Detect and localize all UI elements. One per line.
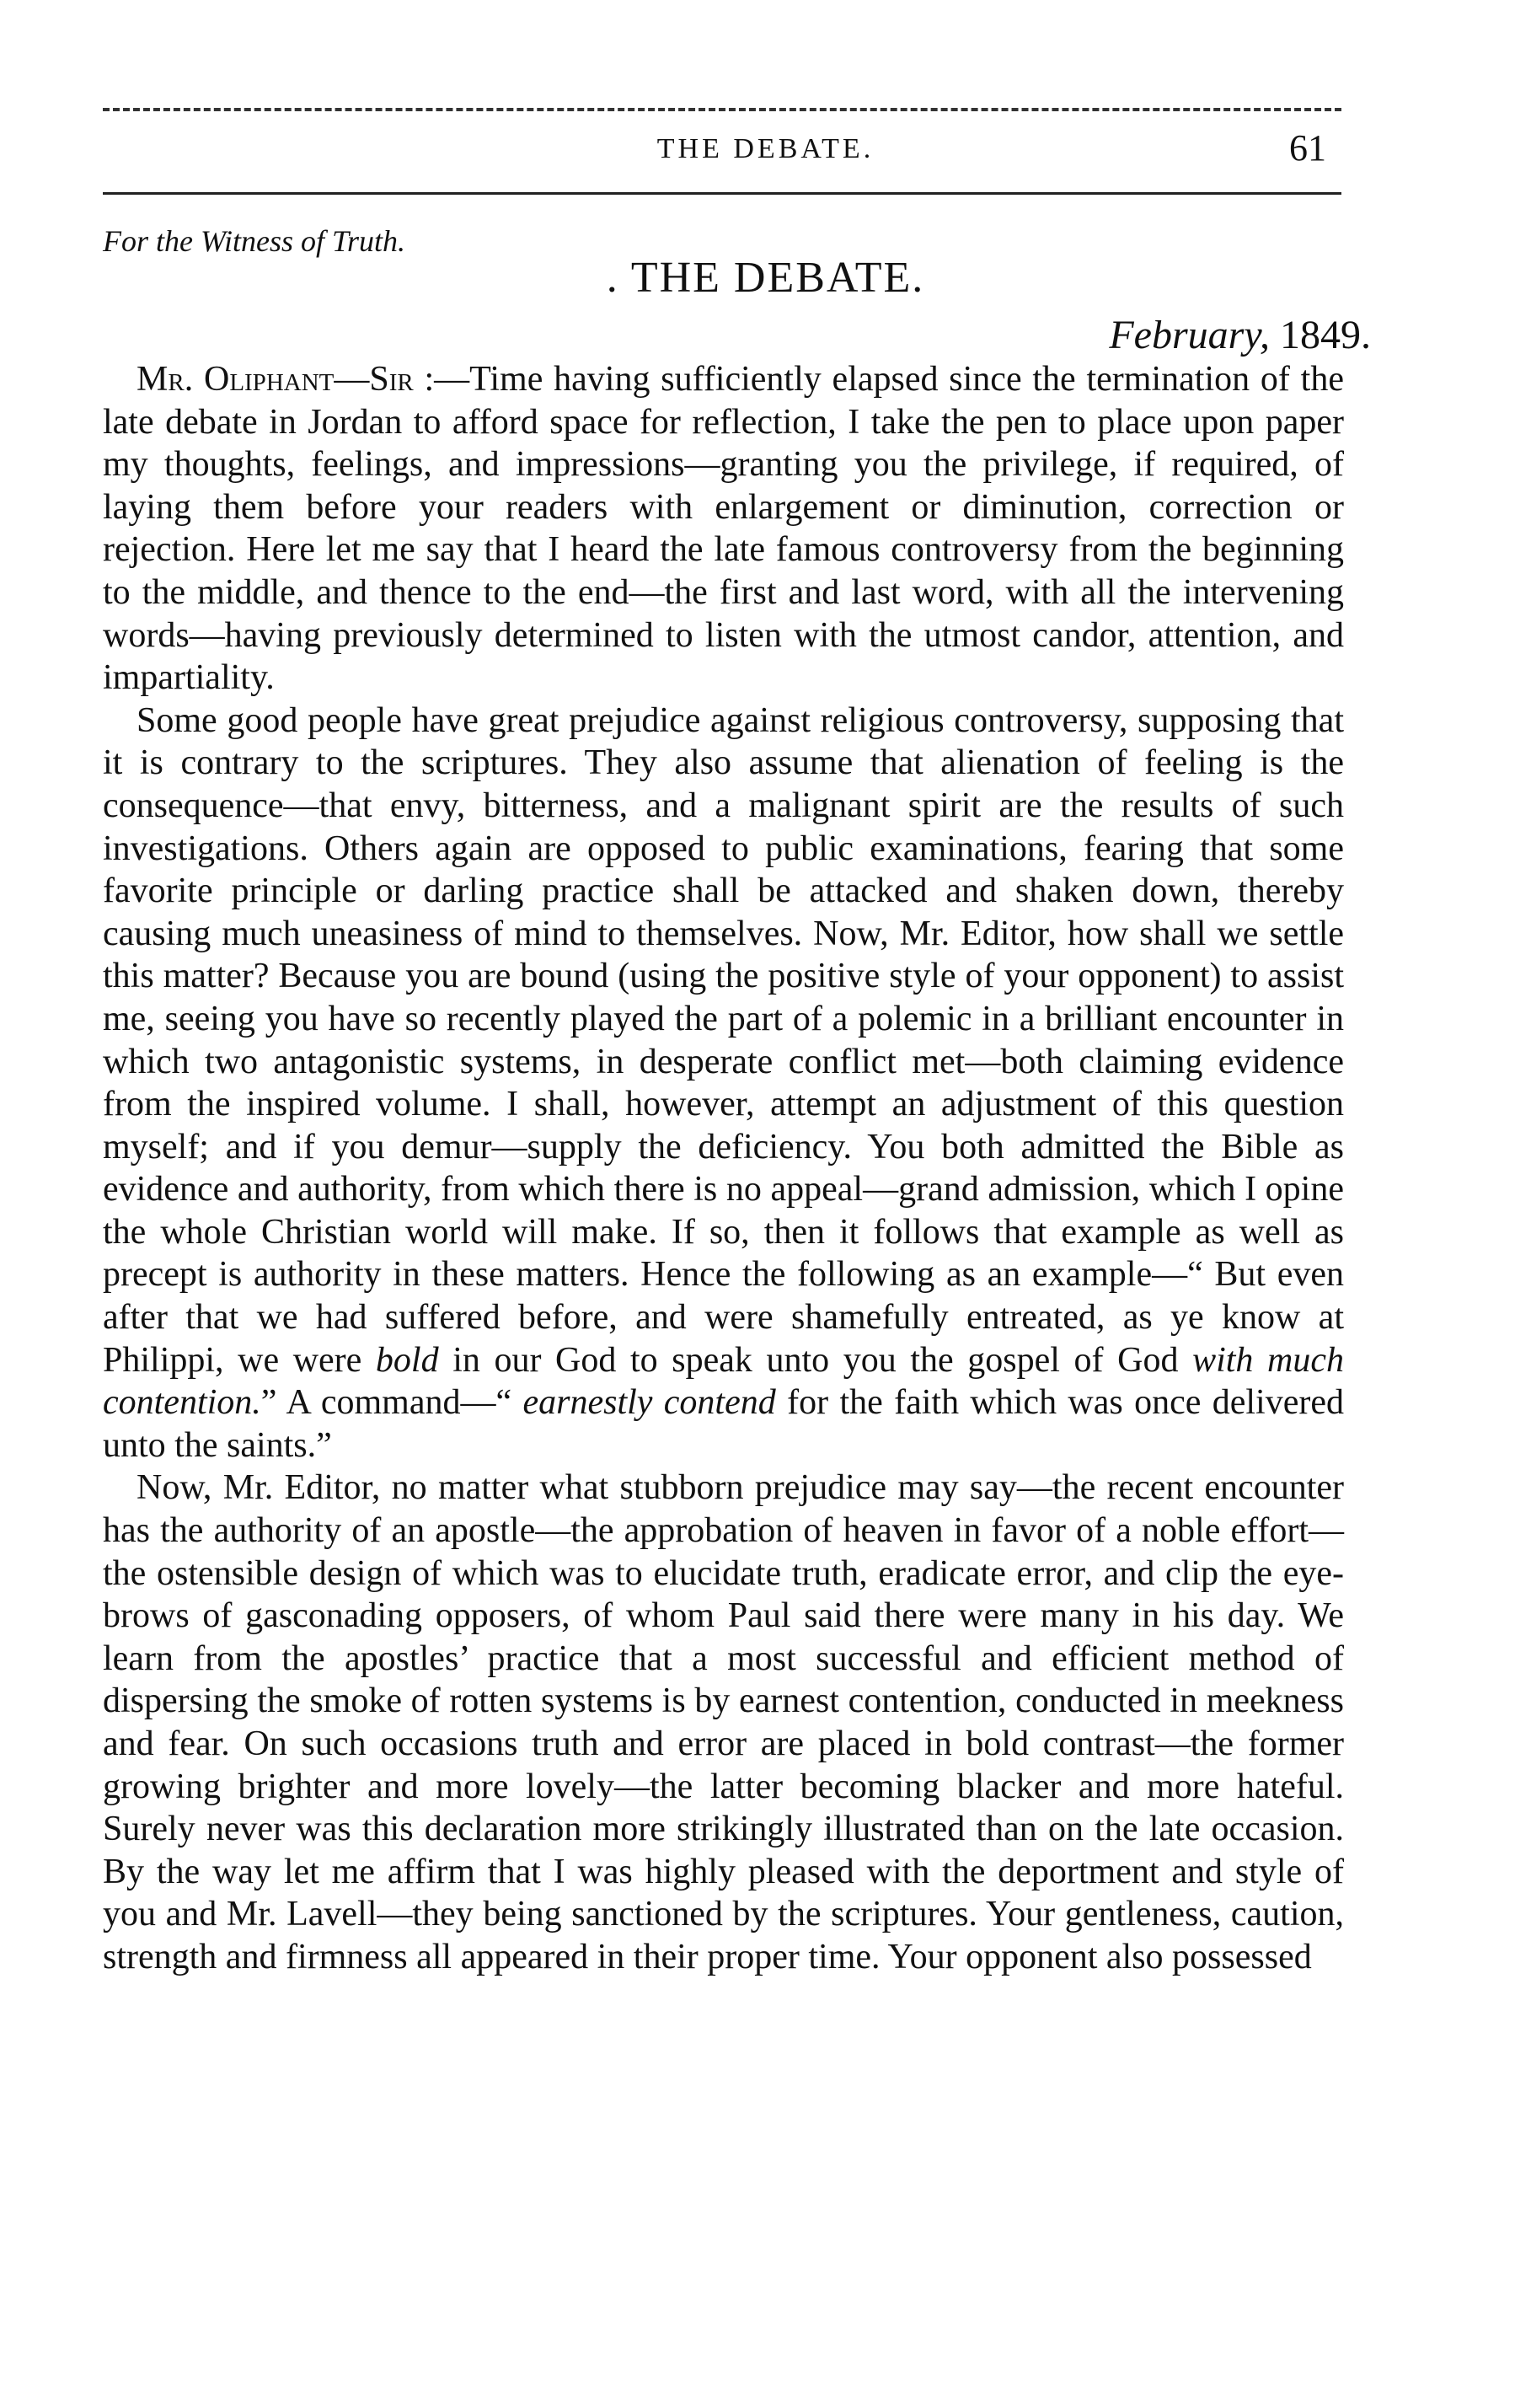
article-title: . THE DEBATE. — [606, 254, 925, 302]
header-rule — [103, 192, 1341, 195]
italic-earnestly-contend: earnestly contend — [522, 1383, 776, 1423]
paragraph-1-text: :—Time having sufficiently elapsed since the termination of the late debate in Jordan to afford space for reflection, I take the pen to place upon paper my thoughts, feelings, and impressions—granting you the privilege, if required, of laying them before your readers with enlargement or diminution, correction or rejection. Here let me say that I heard the late famous controversy from the beginning to the middle, and thence to the end—the first and last word, with all the intervening words—having previously determined to listen with the utmost candor, attention, and impartiality. — [103, 360, 1344, 698]
running-head: THE DEBATE. — [656, 133, 875, 164]
salutation: Mr. Oliphant—Sir — [137, 360, 414, 399]
paragraph-1 — [103, 358, 1344, 700]
italic-much-contention: with much contention. — [103, 1340, 1344, 1423]
paragraph-2-text-a: Some good people have great prejudice against religious controversy, supposing that it is contrary to the scriptures. They also assume that alienation of feeling is the consequence—that envy, bitterness, and a malignant spirit are the results of such investigations. Others again are opposed to public examinations, fearing that some favorite principle or darling practice shall be attacked and shaken down, thereby causing much uneasiness of mind to themselves. Now, Mr. Editor, how shall we settle this matter? Because you are bound (using the positive style of your opponent) to assist me, seeing you have so recently played the part of a polemic in a brilliant encounter in which two antagonistic systems, in desperate conflict met—both claiming evidence from the inspired volume. I shall, however, attempt an adjustment of this question myself; and if you demur—supply the deficiency. You both admitted the Bible as evidence and authority, from which there is no appeal—grand admission, which I opine the whole Christian world will make. If so, then it follows that example as well as precept is authority in these matters. Hence the following as an example—“ But even after that we had suffered before, and were shamefully entreated, as ye know at Philippi, we were — [103, 700, 1344, 1380]
date-year: 1849. — [1270, 313, 1371, 357]
page-number: 61 — [1289, 127, 1326, 169]
italic-bold: bold — [375, 1340, 439, 1380]
source-line: For the Witness of Truth. — [103, 224, 406, 258]
paragraph-2 — [103, 700, 1344, 1467]
paragraph-2-text-b: in our God to speak unto you the gospel of God — [438, 1340, 1193, 1380]
top-rule — [103, 108, 1341, 111]
dateline — [1109, 312, 1371, 358]
paragraph-2-text-c: ” A command—“ — [260, 1383, 523, 1423]
date-month: February, — [1109, 313, 1270, 357]
paragraph-3: Now, Mr. Editor, no matter what stubborn prejudice may say—the recent encounter has the authority of an apostle—the approbation of heaven in favor of a noble effort—the ostensible design of which was to elucidate truth, eradicate error, and clip the eye-brows of gasconading opposers, of whom Paul said there were many in his day. We learn from the apostles’ practice that a most successful and efficient method of dispersing the smoke of rotten systems is by earnest contention, conducted in meekness and fear. On such occasions truth and error are placed in bold contrast—the former growing brighter and more lovely—the latter becoming blacker and more hateful. Surely never was this declaration more strikingly illustrated than on the late occasion. By the way let me affirm that I was highly pleased with the deportment and style of you and Mr. Lavell—they being sanctioned by the scriptures. Your gentleness, caution, strength and firmness all appeared in their proper time. Your opponent also possessed — [103, 1468, 1344, 1976]
article-body — [103, 358, 1344, 1979]
paragraph-2-text-d: for the faith which was once delivered unto the saints.” — [103, 1383, 1344, 1465]
